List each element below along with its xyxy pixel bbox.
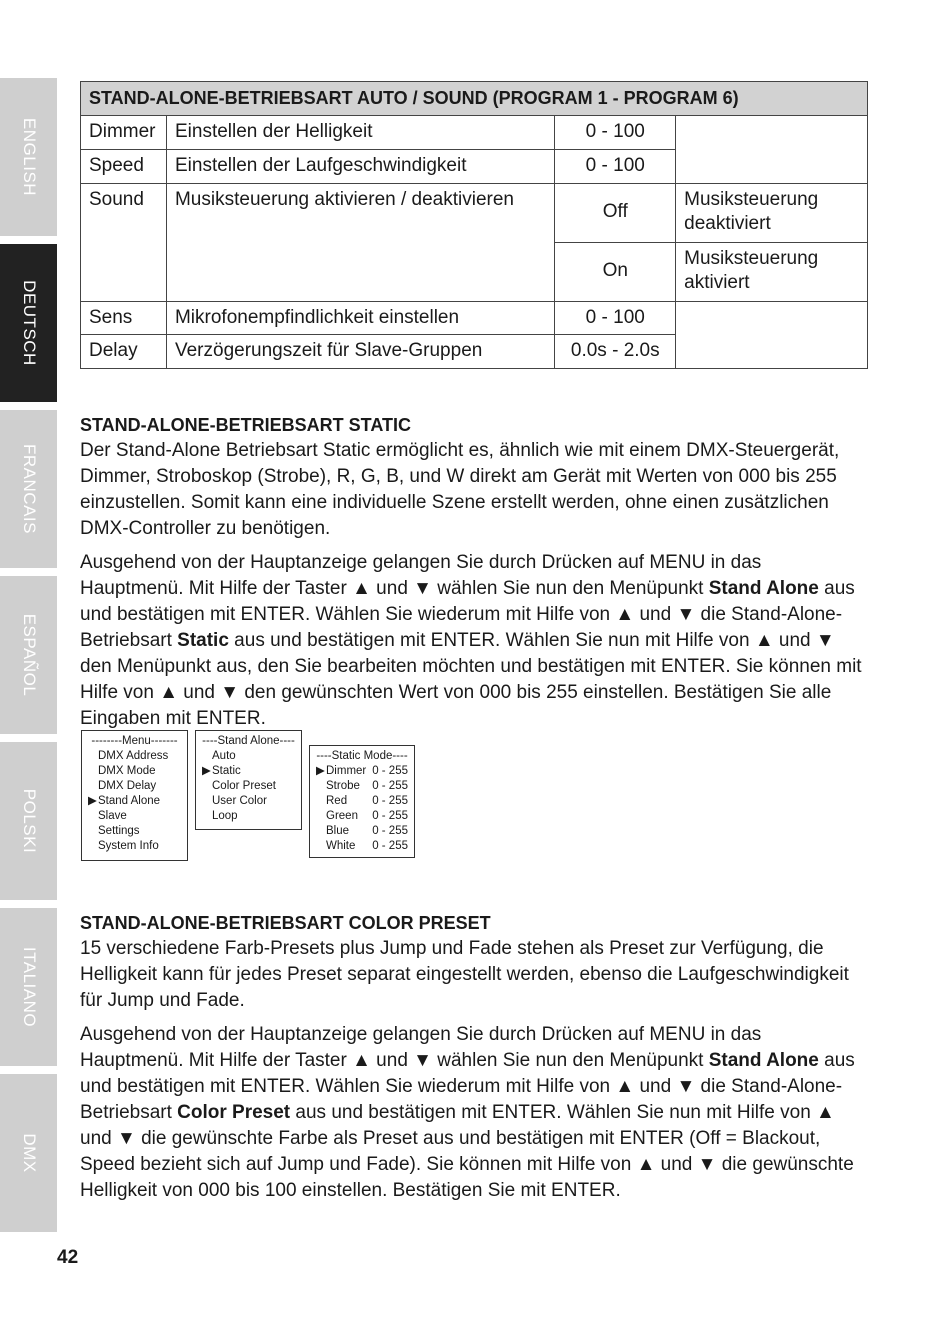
menu-item: Strobe 0 - 255: [326, 780, 408, 792]
menu-item: DMX Address: [98, 750, 169, 762]
tab-label: FRANCAIS: [19, 444, 39, 534]
tab-label: ITALIANO: [19, 946, 39, 1028]
menu-item: Loop: [212, 810, 238, 822]
auto-sound-table: [80, 81, 868, 369]
paragraph: 15 verschiedene Farb-Presets plus Jump und Fade stehen als Preset zur Verfügung, die Helligkeit kann für jedes Preset separat eingestellt werden, ebenso die Laufgeschwindigkeit für Jump und Fade.: [80, 938, 849, 1011]
menu-item: Settings: [98, 825, 140, 837]
tab-label: DEUTSCH: [19, 280, 39, 366]
menu-item: Red 0 - 255: [326, 795, 408, 807]
tab-label: ESPAÑOL: [19, 613, 39, 697]
menu-item: Auto: [212, 750, 236, 762]
param-name: Speed: [81, 150, 167, 184]
param-desc: Mikrofonempfindlichkeit einstellen: [166, 301, 554, 335]
paragraph: Ausgehend von der Hauptanzeige gelangen Sie durch Drücken auf MENU in das Hauptmenü. Mit Hilfe der Taster ▲ und ▼ wählen Sie nun den Menüpunkt Stand Alone aus und bestätigen mit ENTER. Wählen Sie wiederum mit Hilfe von ▲ und ▼ die Stand-Alone-Betriebsart Color Preset aus und bestätigen mit ENTER. Wählen Sie nun mit Hilfe von ▲ und ▼ die gewünschte Farbe als Preset aus und bestätigen mit ENTER (Off = Blackout, Speed bezieht sich auf Jump und Fade). Sie können mit Hilfe von ▲ und ▼ die gewünschte Helligkeit von 000 bis 100 einstellen. Bestätigen Sie mit ENTER.: [80, 1024, 855, 1201]
tab-espanol[interactable]: [0, 576, 57, 734]
tab-english[interactable]: [0, 78, 57, 236]
param-note: [676, 116, 868, 183]
param-name: Dimmer: [81, 116, 167, 150]
menu-title: --------Menu-------: [91, 735, 178, 747]
section-heading: STAND-ALONE-BETRIEBSART STATIC: [80, 415, 411, 435]
menu-title: ----Static Mode----: [316, 750, 408, 762]
menu-item-selected: ▶ Static: [202, 765, 241, 777]
tab-label: ENGLISH: [19, 117, 39, 197]
menu-item: Slave: [98, 810, 127, 822]
menu-item: Color Preset: [212, 780, 276, 792]
section-heading: STAND-ALONE-BETRIEBSART COLOR PRESET: [80, 913, 491, 933]
static-mode-display: [309, 745, 415, 858]
param-note: Musiksteuerung aktiviert: [676, 242, 868, 301]
menu-item: Green 0 - 255: [326, 810, 408, 822]
main-menu-display: [81, 730, 188, 861]
tab-polski[interactable]: [0, 742, 57, 900]
tab-francais[interactable]: [0, 410, 57, 568]
param-value: Off: [555, 183, 676, 242]
menu-item: White 0 - 255: [326, 840, 408, 852]
tab-dmx[interactable]: [0, 1074, 57, 1232]
param-note: Musiksteuerung deaktiviert: [676, 183, 868, 242]
param-desc: Einstellen der Laufgeschwindigkeit: [166, 150, 554, 184]
menu-item: User Color: [212, 795, 267, 807]
table-row: [81, 116, 868, 150]
param-desc: Verzögerungszeit für Slave-Gruppen: [166, 335, 554, 369]
language-tabs: [0, 78, 57, 1240]
tab-deutsch[interactable]: [0, 244, 57, 402]
color-preset-section: [80, 913, 870, 1212]
param-note: [676, 301, 868, 368]
menu-item-selected: ▶ Dimmer 0 - 255: [316, 765, 408, 777]
param-name: Delay: [81, 335, 167, 369]
standalone-menu-display: [195, 730, 302, 830]
menu-item: DMX Delay: [98, 780, 157, 792]
menu-item: System Info: [98, 840, 159, 852]
static-section: [80, 415, 870, 740]
tab-italiano[interactable]: [0, 908, 57, 1066]
menu-item: DMX Mode: [98, 765, 156, 777]
param-value: 0.0s - 2.0s: [555, 335, 676, 369]
selection-arrow-icon: ▶: [202, 765, 211, 777]
param-desc: Einstellen der Helligkeit: [166, 116, 554, 150]
param-value: On: [555, 242, 676, 301]
tab-label: POLSKI: [19, 788, 39, 854]
table-row: [81, 301, 868, 335]
param-value: 0 - 100: [555, 150, 676, 184]
menu-item: Blue 0 - 255: [326, 825, 408, 837]
param-name: Sens: [81, 301, 167, 335]
param-desc: Musiksteuerung aktivieren / deaktivieren: [166, 183, 554, 301]
page-number: 42: [57, 1247, 79, 1268]
menu-title: ----Stand Alone----: [202, 735, 295, 747]
paragraph: Ausgehend von der Hauptanzeige gelangen Sie durch Drücken auf MENU in das Hauptmenü. Mit Hilfe der Taster ▲ und ▼ wählen Sie nun den Menüpunkt Stand Alone aus und bestätigen mit ENTER. Wählen Sie wiederum mit Hilfe von ▲ und ▼ die Stand-Alone-Betriebsart Static aus und bestätigen mit ENTER. Wählen Sie nun mit Hilfe von ▲ und ▼ den Menüpunkt aus, den Sie bearbeiten möchten und bestätigen mit ENTER. Sie können mit Hilfe von ▲ und ▼ den gewünschten Wert von 000 bis 255 einstellen. Bestätigen Sie alle Eingaben mit ENTER.: [80, 552, 862, 729]
param-value: 0 - 100: [555, 116, 676, 150]
param-name: Sound: [81, 183, 167, 301]
selection-arrow-icon: ▶: [88, 795, 97, 807]
paragraph: Der Stand-Alone Betriebsart Static ermöglicht es, ähnlich wie mit einem DMX-Steuergerät, Dimmer, Stroboskop (Strobe), R, G, B, und W direkt am Gerät mit Werten von 000 bis 255 einzustellen. Somit kann eine individuelle Szene erstellt werden, ohne einen zusätzlichen DMX-Controller zu benötigen.: [80, 440, 840, 539]
param-value: 0 - 100: [555, 301, 676, 335]
selection-arrow-icon: ▶: [316, 765, 325, 777]
table-row: [81, 183, 868, 242]
menu-item-selected: ▶ Stand Alone: [88, 795, 161, 807]
tab-label: DMX: [19, 1133, 39, 1173]
table-header: STAND-ALONE-BETRIEBSART AUTO / SOUND (PROGRAM 1 - PROGRAM 6): [81, 82, 868, 116]
